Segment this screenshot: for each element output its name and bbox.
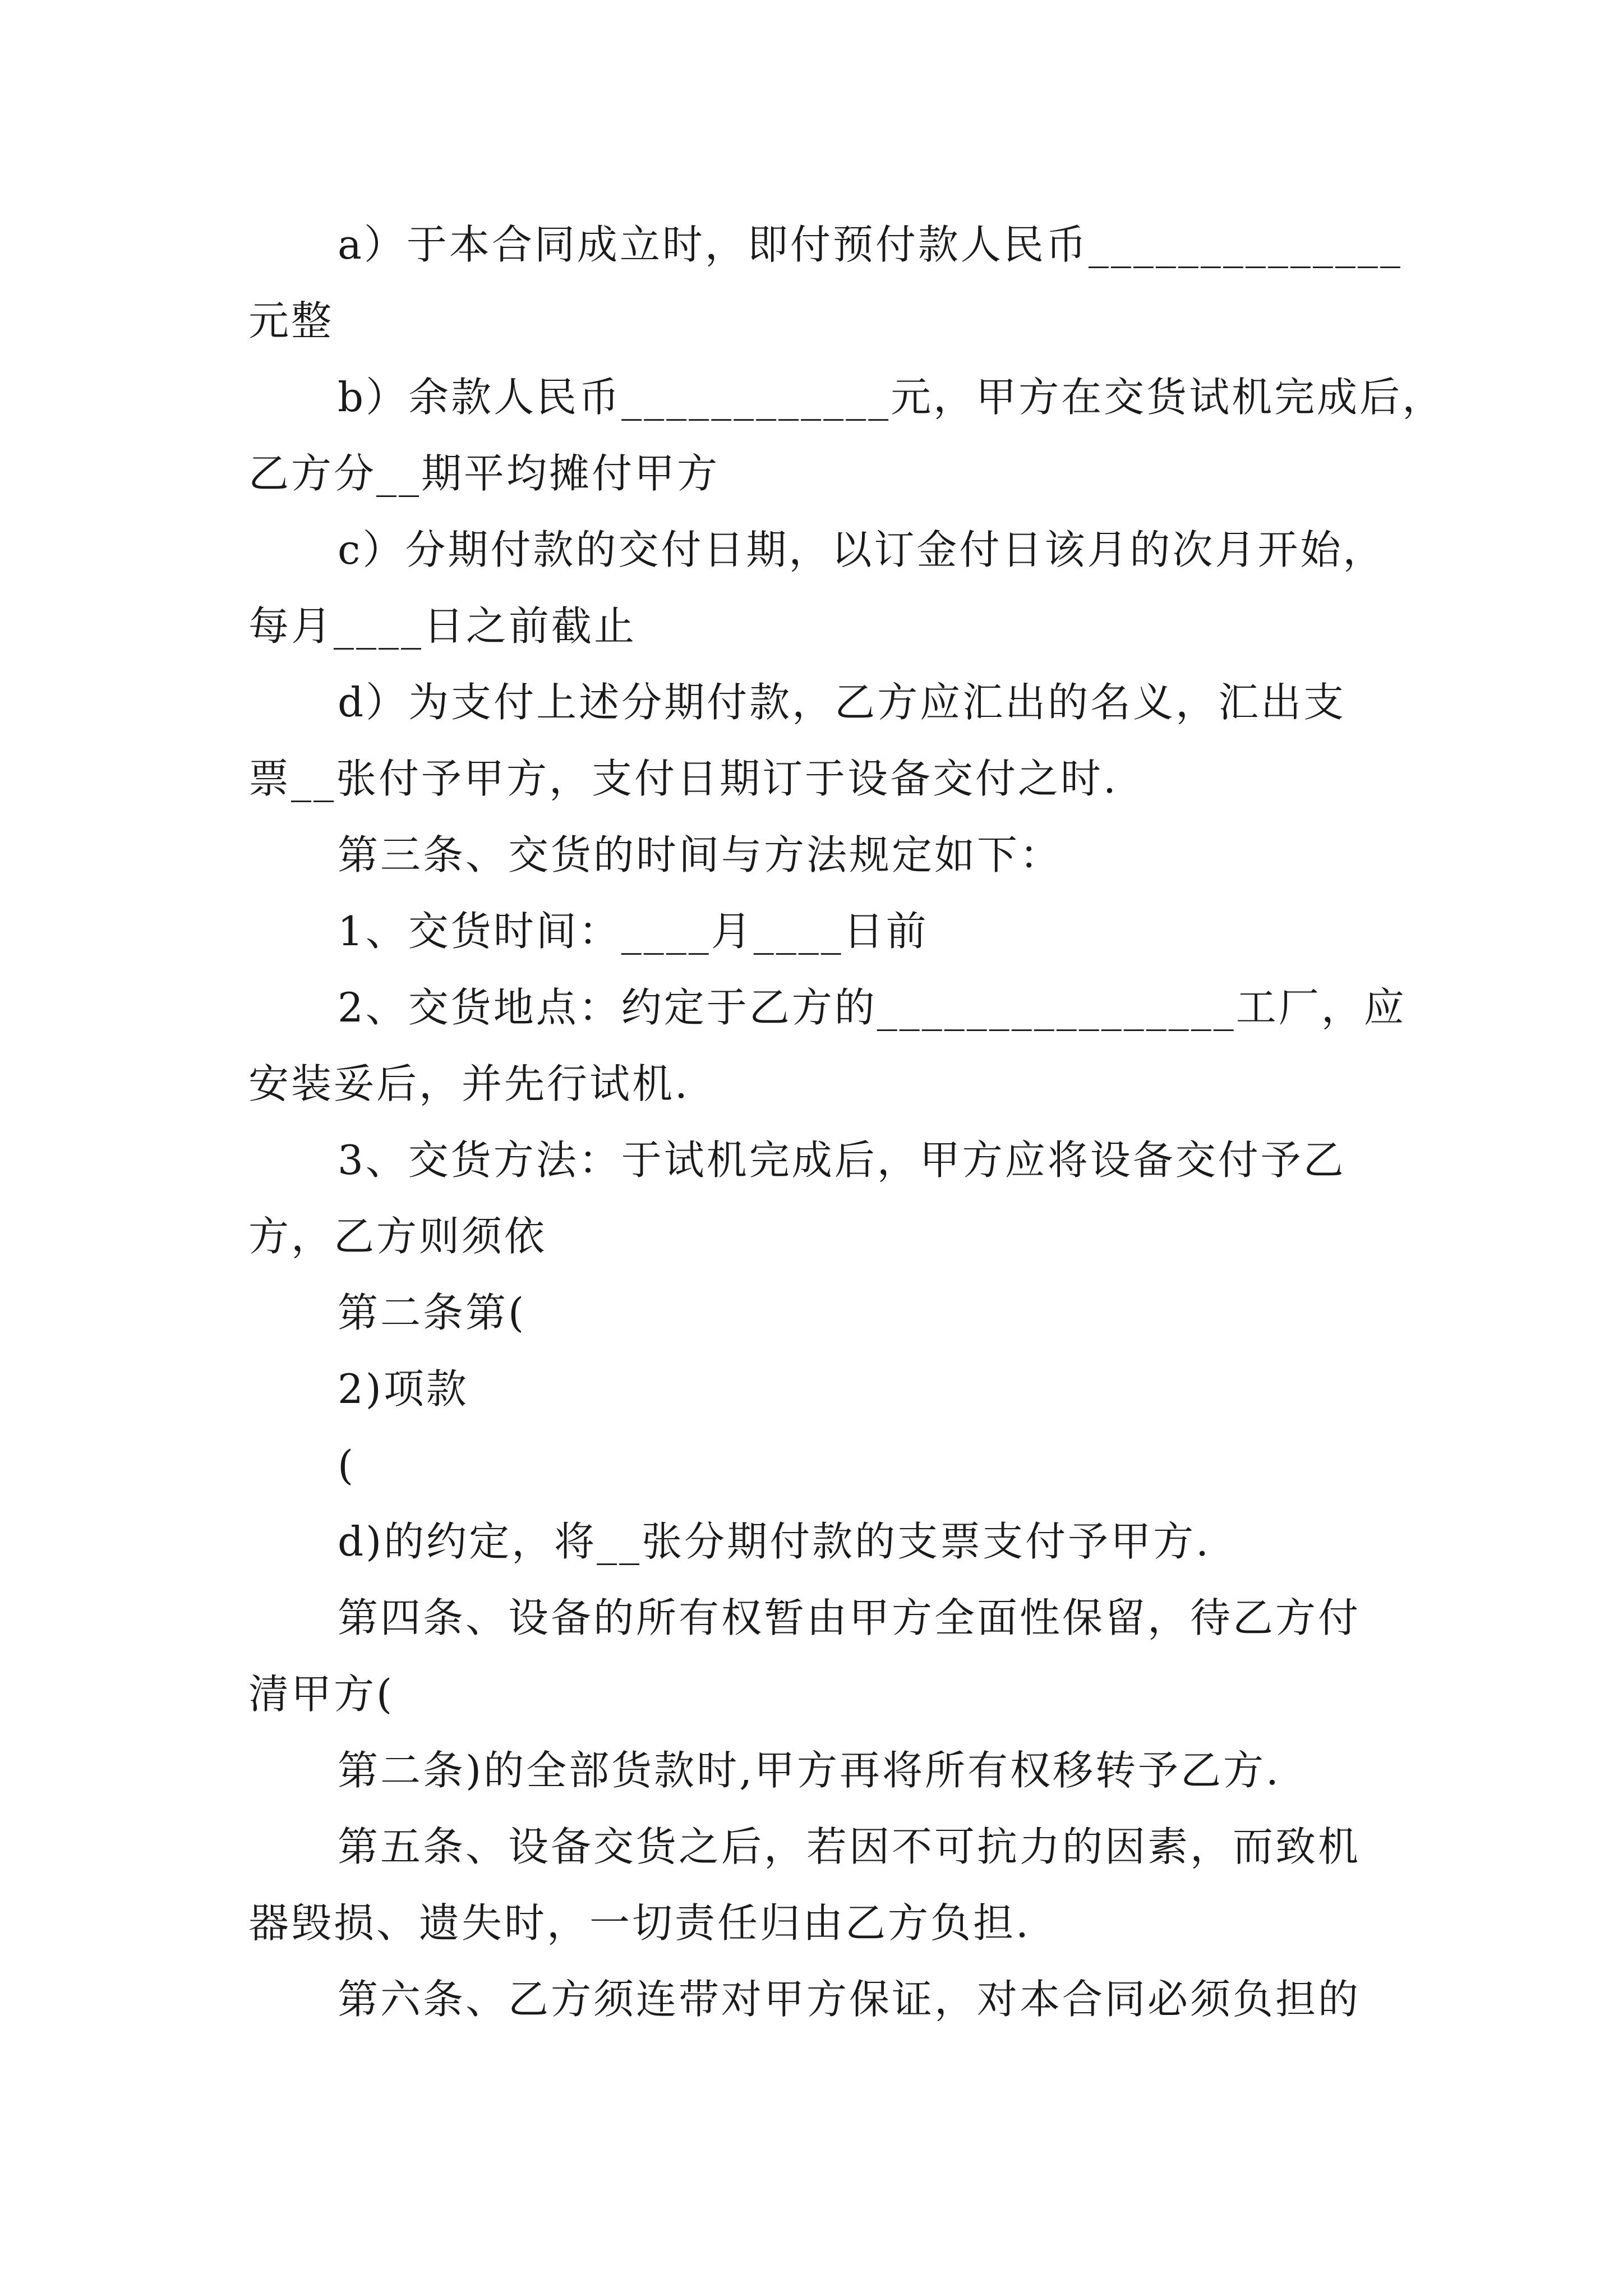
text-line: 清甲方( xyxy=(248,1671,395,1718)
text-line: 票__张付予甲方，支付日期订于设备交付之时. xyxy=(248,755,1118,802)
text-line: 第五条、设备交货之后，若因不可抗力的因素，而致机 xyxy=(338,1823,1361,1870)
text-line: b）余款人民币____________元，甲方在交货试机完成后， xyxy=(338,374,1445,421)
text-line: 每月____日之前截止 xyxy=(248,602,637,650)
text-line: 2、交货地点：约定于乙方的________________工厂，应 xyxy=(338,984,1407,1031)
text-line: ( xyxy=(338,1442,356,1489)
text-line: 第二条第( xyxy=(338,1289,527,1336)
text-line: 乙方分__期平均摊付甲方 xyxy=(248,450,720,497)
text-line: 1、交货时间：____月____日前 xyxy=(338,908,929,955)
text-line: 第三条、交货的时间与方法规定如下： xyxy=(338,831,1063,878)
text-line: a）于本合同成立时，即付预付款人民币______________ xyxy=(338,221,1403,268)
text-line: d)的约定，将__张分期付款的支票支付予甲方. xyxy=(338,1518,1211,1565)
text-line: 方，乙方则须依 xyxy=(248,1213,547,1260)
text-line: c）分期付款的交付日期，以订金付日该月的次月开始， xyxy=(338,526,1386,573)
text-line: 元整 xyxy=(248,297,334,344)
text-line: 第四条、设备的所有权暂由甲方全面性保留，待乙方付 xyxy=(338,1594,1361,1641)
text-line: 器毁损、遗失时，一切责任归由乙方负担. xyxy=(248,1899,1031,1947)
text-line: 安装妥后，并先行试机. xyxy=(248,1060,690,1107)
text-line: 3、交货方法：于试机完成后，甲方应将设备交付予乙 xyxy=(338,1137,1346,1184)
text-line: 第六条、乙方须连带对甲方保证，对本合同必须负担的 xyxy=(338,1976,1361,2023)
text-line: 第二条)的全部货款时,甲方再将所有权移转予乙方. xyxy=(338,1747,1281,1794)
text-line: 2)项款 xyxy=(338,1365,469,1412)
text-line: d）为支付上述分期付款，乙方应汇出的名义，汇出支 xyxy=(338,679,1347,726)
